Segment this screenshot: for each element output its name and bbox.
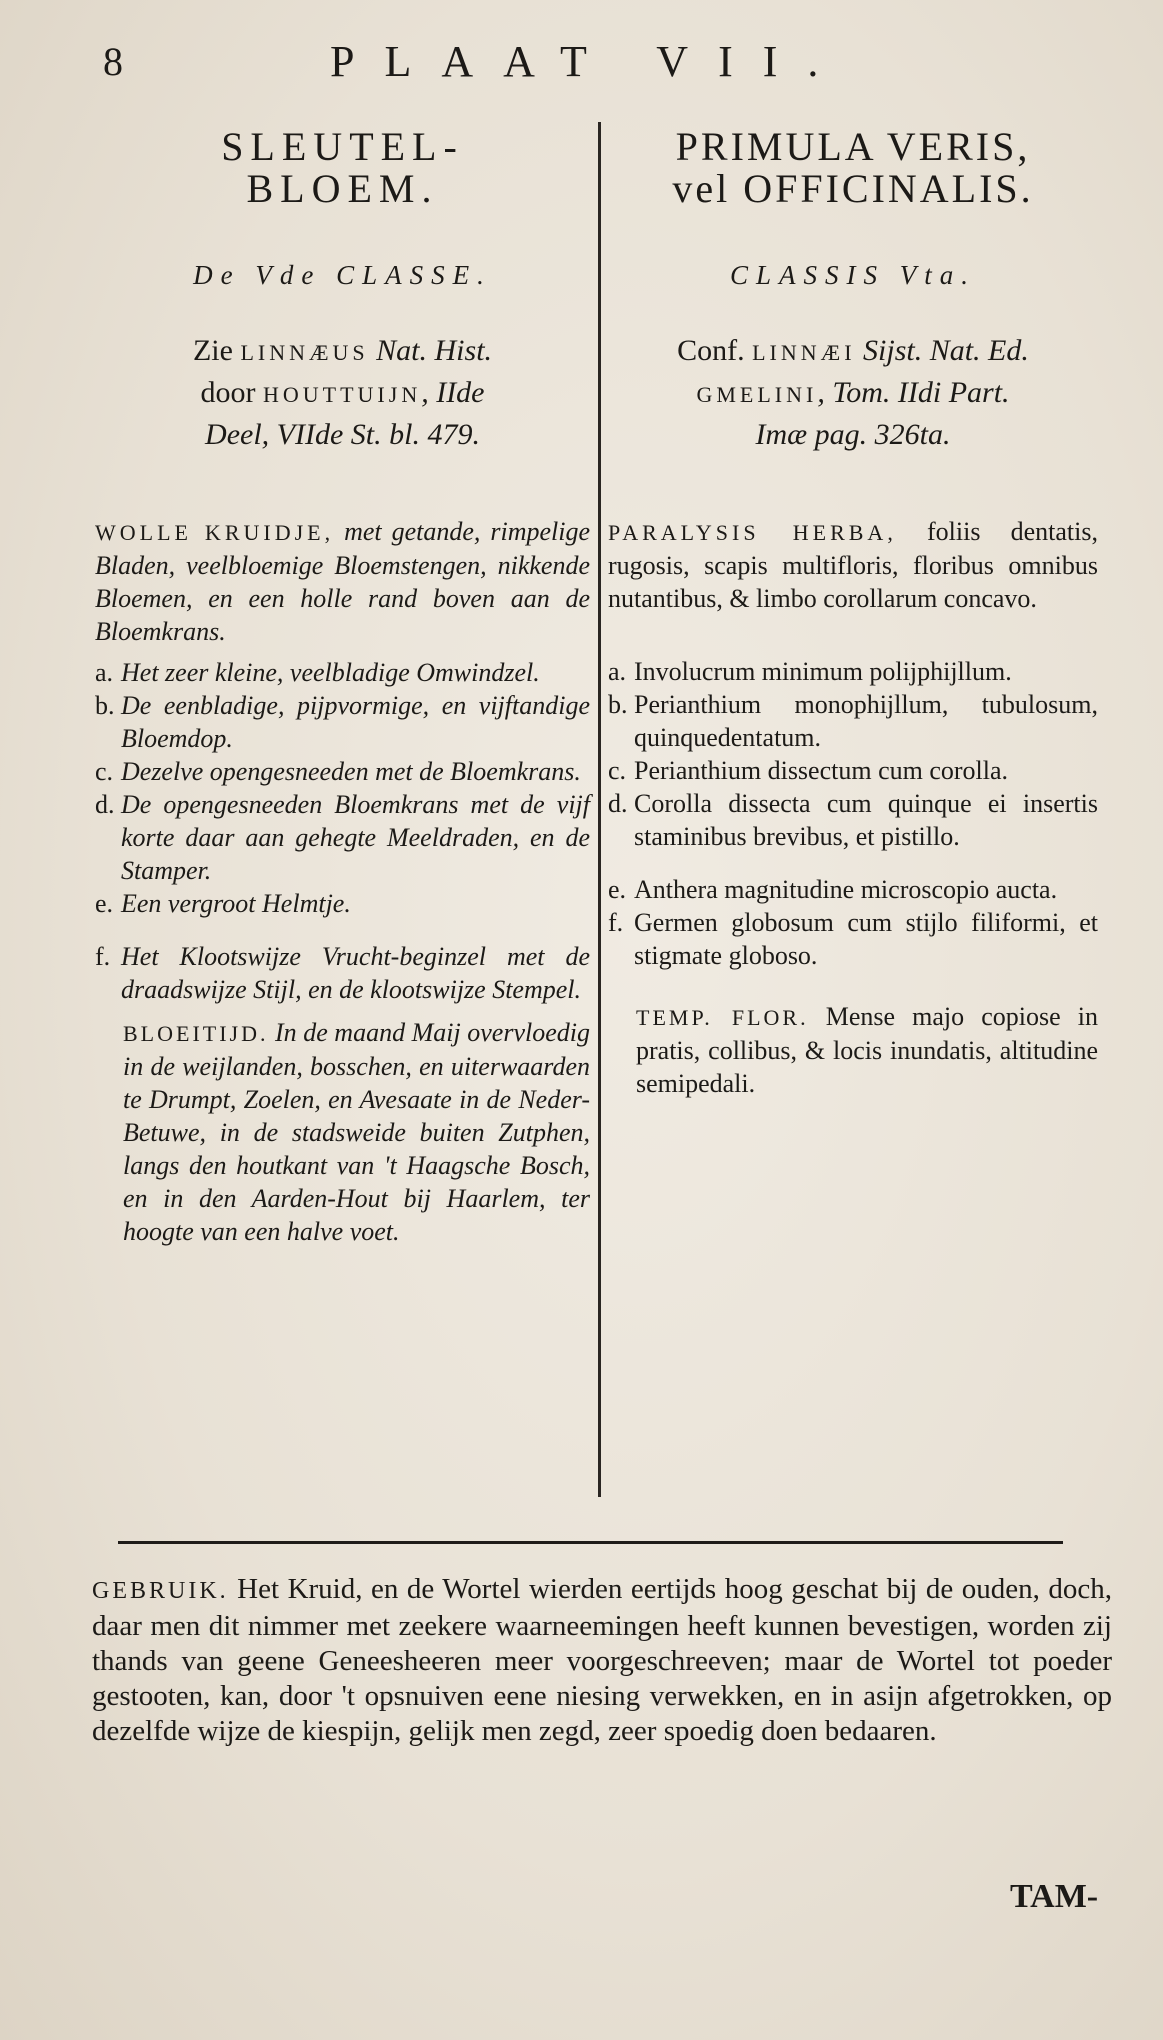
ref-author: LINNÆI (752, 340, 856, 365)
list-item: e. Anthera magnitudine microscopio aucta. (608, 875, 1058, 904)
usage-text: Het Kruid, en de Wortel wierden eertijds hoog geschat bij de ouden, doch, daar men dit nimmer met zeekere waarneemingen heeft kunnen bevestigen, worden zij thands van geene Geneesheeren meer voorgeschreeven; maar de Wortel tot poeder gestooten, kan, door 't opsnuiven eene niesing verwekken, en in asijn afgetrokken, op dezelfde wijze de kiespijn, gelijk men zegd, zeer spoedig doen bedaaren. (92, 1573, 1112, 1747)
dutch-title-line2: BLOEM. (246, 166, 439, 211)
ref-page: Deel, VIIde St. bl. 479. (205, 418, 480, 451)
latin-title (608, 126, 1098, 210)
dutch-classe (95, 260, 590, 291)
latin-description (608, 515, 1098, 615)
list-item: b. Perianthium monophijllum, tubulosum, quinquedentatum. (608, 690, 1098, 752)
ref-text: door (200, 376, 263, 409)
ref-part: , Tom. IIdi Part. (817, 376, 1010, 409)
dutch-description (95, 515, 590, 648)
list-item: e. Een vergroot Helmtje. (95, 889, 351, 918)
flowering-time-latin (636, 1000, 1098, 1100)
dutch-classe-word: CLASSE. (336, 260, 492, 290)
flowering-time-label: BLOEITIJD. (123, 1021, 269, 1046)
latin-plant-name: PARALYSIS HERBA, (608, 520, 897, 545)
ref-part: , IIde (421, 376, 485, 409)
latin-description-text: foliis dentatis, rugosis, scapis multifloris, floribus omnibus nutantibus, & limbo corollarum concavo. (608, 517, 1098, 613)
dutch-title (95, 126, 590, 210)
dutch-plant-name: WOLLE KRUIDJE, (95, 520, 335, 545)
list-item: c. Perianthium dissectum cum corolla. (608, 756, 1009, 785)
dutch-figure-list (95, 656, 590, 1006)
dutch-title-line1: SLEUTEL- (221, 124, 464, 169)
list-item: a. Het zeer kleine, veelbladige Omwindzel. (95, 658, 540, 687)
page-number: 8 (103, 39, 123, 84)
ref-work: Nat. Hist. (368, 334, 493, 367)
list-item: d. Corolla dissecta cum quinque ei insertis staminibus brevibus, et pistillo. (608, 789, 1098, 851)
flowering-time-dutch (123, 1016, 590, 1248)
usage-paragraph (92, 1572, 1112, 1749)
usage-label: GEBRUIK. (92, 1578, 229, 1604)
dutch-description-text: met getande, rimpelige Bladen, veelbloemige Bloemstengen, nikkende Bloemen, en een holle rand boven aan de Bloemkrans. (95, 517, 590, 646)
latin-title-line2: vel OFFICINALIS. (672, 166, 1034, 211)
ref-translator: HOUTTUIJN (263, 382, 422, 407)
latin-classis: CLASSIS Vta. (729, 260, 976, 290)
ref-editor: GMELINI (696, 382, 818, 407)
list-item: a. Involucrum minimum polijphijllum. (608, 657, 1012, 686)
column-divider (598, 122, 601, 1497)
flowering-time-text: In de maand Maij overvloedig in de weijlanden, bosschen, en uiterwaarden te Drumpt, Zoelen, en Avesaate in de Neder-Betuwe, in de stadsweide buiten Zutphen, langs den houtkant van 't Haagsche Bosch, en in den Aarden-Hout bij Haarlem, ter hoogte van een halve voet. (123, 1018, 590, 1246)
ref-text: Zie (192, 334, 241, 367)
dutch-column (95, 118, 590, 1248)
running-title: PLAAT VII. (330, 37, 849, 86)
catchword: TAM- (1010, 1878, 1099, 1915)
horizontal-rule (118, 1541, 1063, 1544)
dutch-reference (95, 331, 590, 455)
list-item: c. Dezelve opengesneeden met de Bloemkrans. (95, 757, 581, 786)
latin-reference (608, 331, 1098, 455)
ref-page: Imæ pag. 326ta. (755, 418, 951, 451)
list-item: f. Germen globosum cum stijlo filiformi, et stigmate globoso. (608, 908, 1098, 970)
latin-column (608, 118, 1098, 1100)
ref-author: LINNÆUS (240, 340, 369, 365)
list-item: d. De opengesneeden Bloemkrans met de vijf korte daar aan gehegte Meeldraden, en de Stamper. (95, 790, 590, 885)
list-item: b. De eenbladige, pijpvormige, en vijftandige Bloemdop. (95, 691, 590, 753)
ref-work: Sijst. Nat. Ed. (855, 334, 1029, 367)
latin-figure-list (608, 655, 1098, 972)
flowering-time-text: Mense majo copiose in pratis, collibus, & locis inundatis, altitudine semipedali. (636, 1002, 1098, 1098)
ref-text: Conf. (677, 334, 753, 367)
list-item: f. Het Klootswijze Vrucht-beginzel met de draadswijze Stijl, en de klootswijze Stempel. (95, 942, 590, 1004)
flowering-time-label: TEMP. FLOR. (636, 1005, 809, 1030)
latin-title-line1: PRIMULA VERIS, (675, 124, 1031, 169)
dutch-classe-pre: De Vde (193, 260, 322, 290)
